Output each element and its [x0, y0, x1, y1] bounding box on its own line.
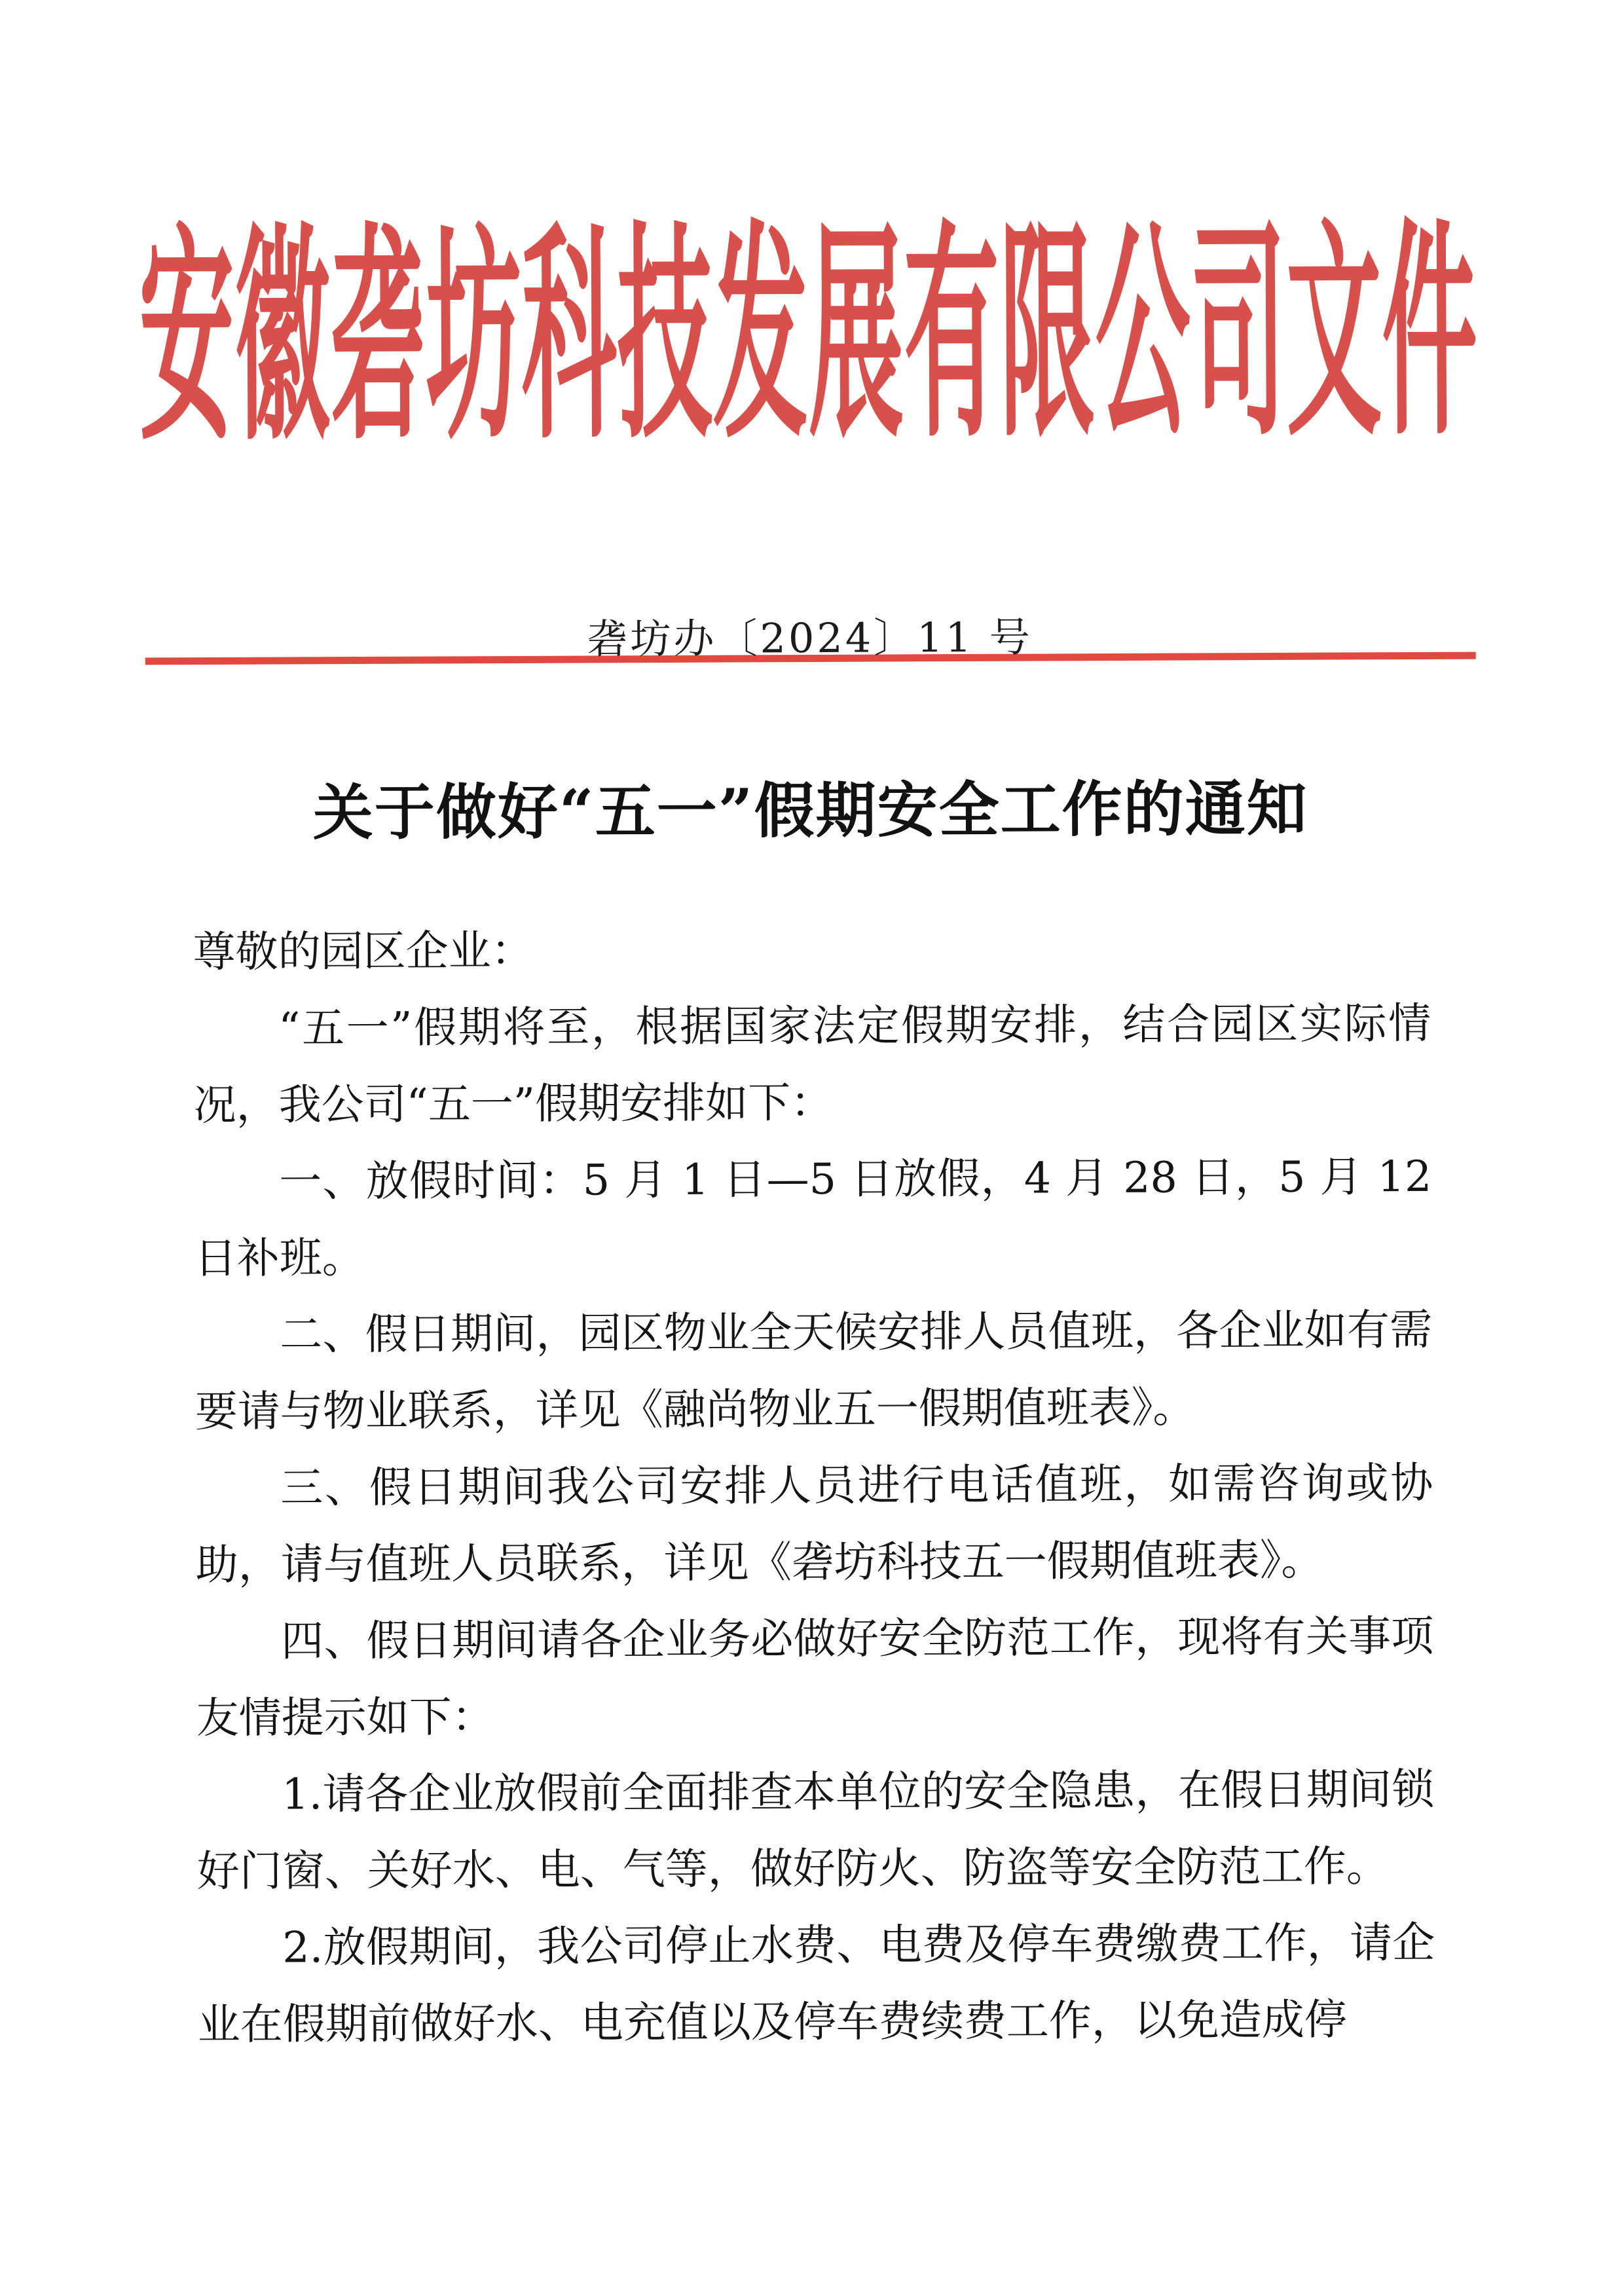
notice-title: 关于做好“五一”假期安全工作的通知 — [312, 773, 1308, 849]
body-paragraph: 四、假日期间请各企业务必做好安全防范工作，现将有关事项友情提示如下： — [196, 1611, 1434, 1744]
body-paragraph: 二、假日期间，园区物业全天候安排人员值班，各企业如有需要请与物业联系，详见《融尚物业五一假期值班表》。 — [194, 1305, 1433, 1437]
notice-body — [193, 909, 1435, 2063]
body-paragraph: 一、放假时间：5 月 1 日—5 日放假，4 月 28 日，5 月 12 日补班。 — [194, 1152, 1432, 1284]
company-letterhead-text: 安徽砻坊科技发展有限公司文件 — [138, 198, 1479, 473]
body-paragraph: 1.请各企业放假前全面排查本单位的安全隐患，在假日期间锁好门窗、关好水、电、气等，做好防火、防盗等安全防范工作。 — [196, 1765, 1435, 1897]
company-letterhead — [0, 198, 1620, 473]
salutation: 尊敬的园区企业： — [193, 926, 534, 978]
document-number: 砻坊办〔2024〕11 号 — [587, 613, 1033, 663]
body-paragraph: 三、假日期间我公司安排人员进行电话值班，如需咨询或协助，请与值班人员联系，详见《砻坊科技五一假期值班表》。 — [195, 1458, 1433, 1590]
body-paragraph: “五一”假期将至，根据国家法定假期安排，结合园区实际情况，我公司“五一”假期安排如下： — [193, 999, 1431, 1131]
body-paragraph: 2.放假期间，我公司停止水费、电费及停车费缴费工作，请企业在假期前做好水、电充值以及停车费续费工作，以免造成停 — [197, 1918, 1435, 2050]
